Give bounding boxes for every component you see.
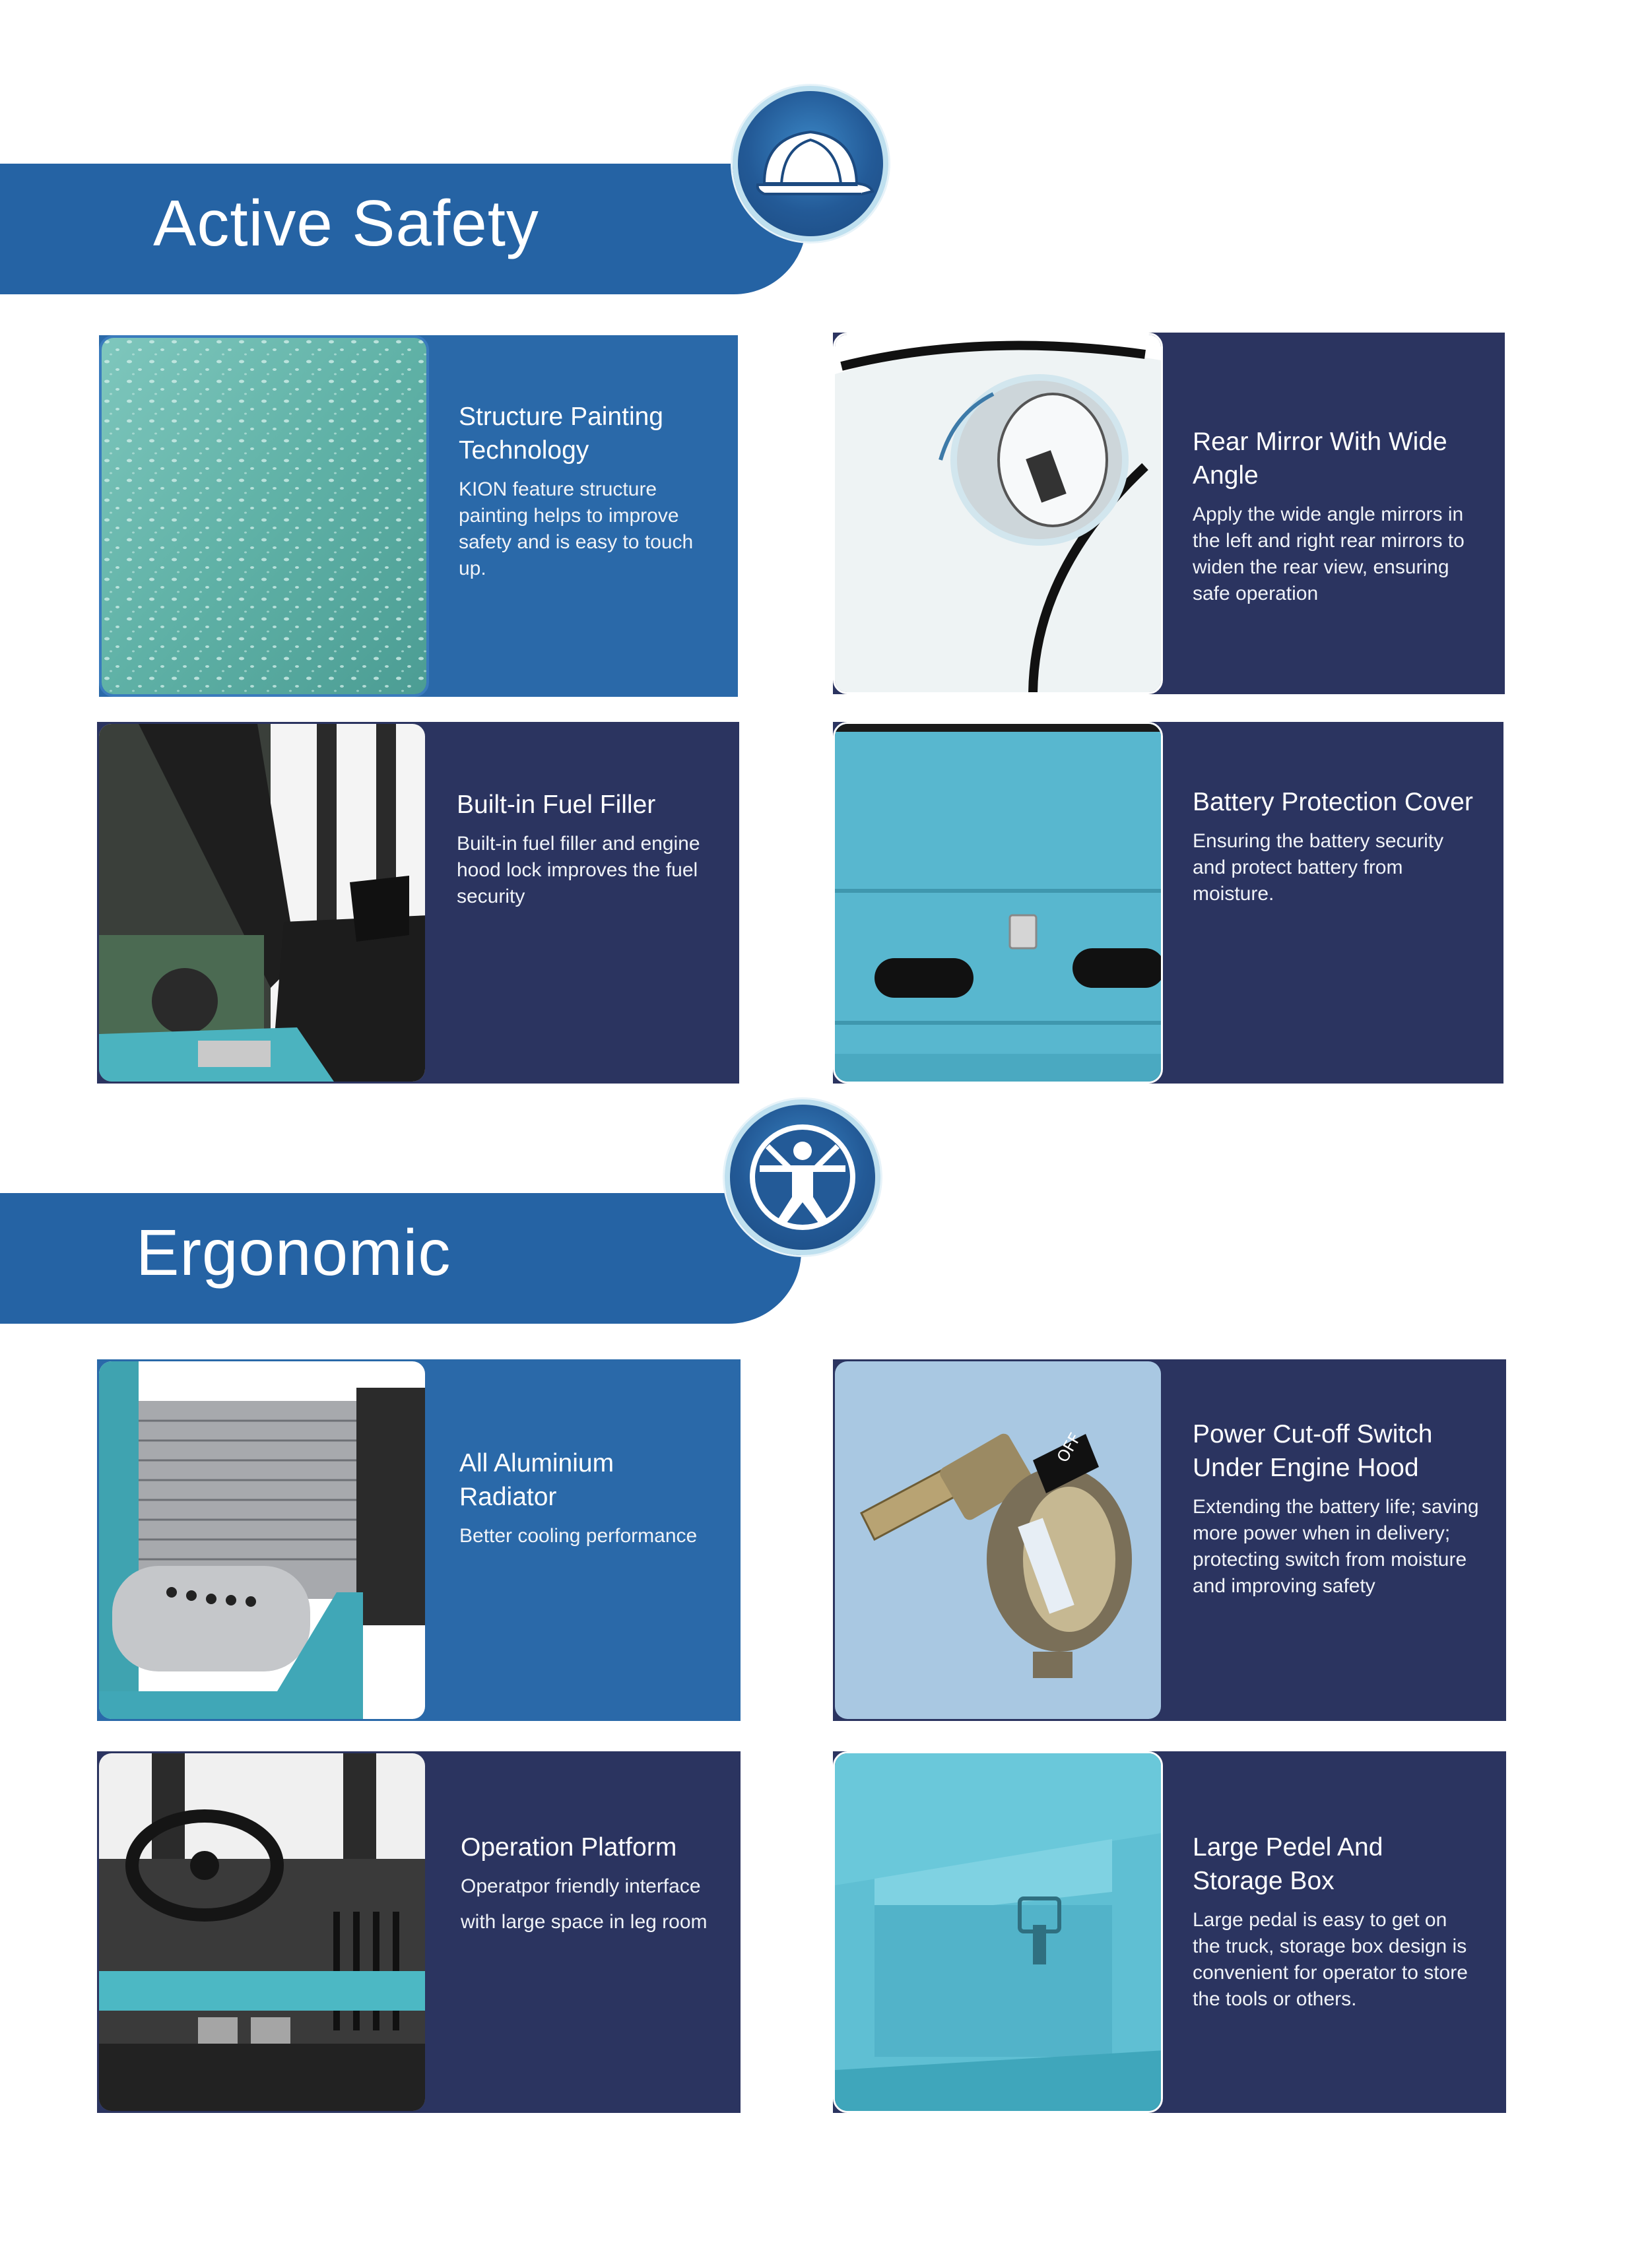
card-title: All Aluminium Radiator: [459, 1449, 614, 1511]
card-description: Extending the battery life; saving more power when in delivery; protecting switch from moisture and improving safety: [1193, 1496, 1479, 1597]
card-title: Built-in Fuel Filler: [457, 791, 656, 819]
battery-cover-photo: [833, 722, 1163, 1084]
wide-angle-mirror-photo: [833, 333, 1163, 694]
card-title: Structure Painting Technology: [459, 403, 664, 465]
hard-hat-badge: [733, 86, 888, 242]
feature-card-radiator: [97, 1359, 741, 1721]
card-title: Operation Platform: [461, 1833, 677, 1862]
feature-card-storage-box: [833, 1751, 1506, 2113]
storage-box-photo: [833, 1751, 1163, 2113]
card-description: Large pedal is easy to get on the truck, storage box design is convenient for operator to store the tools or others.: [1193, 1909, 1468, 2010]
card-title: Rear Mirror With Wide Angle: [1193, 428, 1447, 490]
card-description: Apply the wide angle mirrors in the left and right rear mirrors to widen the rear view, ensuring safe operation: [1193, 503, 1465, 604]
card-description: Built-in fuel filler and engine hood lock improves the fuel security: [457, 833, 700, 907]
feature-card-rear-mirror: [833, 333, 1505, 694]
radiator-photo: [97, 1359, 427, 1721]
off-label: OFF: [1053, 1429, 1085, 1466]
card-description: Operatpor friendly interface: [461, 1875, 701, 1897]
feature-card-power-switch: [833, 1359, 1506, 1721]
section-title-ergonomic: Ergonomic: [136, 1216, 451, 1289]
power-switch-photo: [833, 1359, 1163, 1721]
card-description: Ensuring the battery security and protect battery from moisture.: [1193, 830, 1444, 905]
feature-card-structure-painting: [99, 335, 738, 697]
painted-texture-photo: [99, 335, 429, 697]
card-title: Power Cut-off Switch Under Engine Hood: [1193, 1420, 1433, 1482]
card-description: Better cooling performance: [459, 1525, 698, 1547]
section-title-active-safety: Active Safety: [153, 187, 539, 259]
feature-card-operation-platform: [97, 1751, 741, 2113]
feature-card-fuel-filler: [97, 722, 739, 1084]
operator-platform-photo: [97, 1751, 427, 2113]
engine-hood-photo: [97, 722, 427, 1084]
vitruvian-man-icon: [730, 1105, 875, 1250]
card-title: Battery Protection Cover: [1193, 788, 1473, 816]
hard-hat-icon: [738, 91, 883, 236]
card-description-2: with large space in leg room: [461, 1911, 708, 1933]
card-title: Large Pedel And Storage Box: [1193, 1833, 1383, 1895]
card-description: KION feature structure painting helps to improve safety and is easy to touch up.: [459, 478, 694, 579]
vitruvian-man-badge: [725, 1099, 880, 1255]
feature-card-battery-cover: [833, 722, 1503, 1084]
